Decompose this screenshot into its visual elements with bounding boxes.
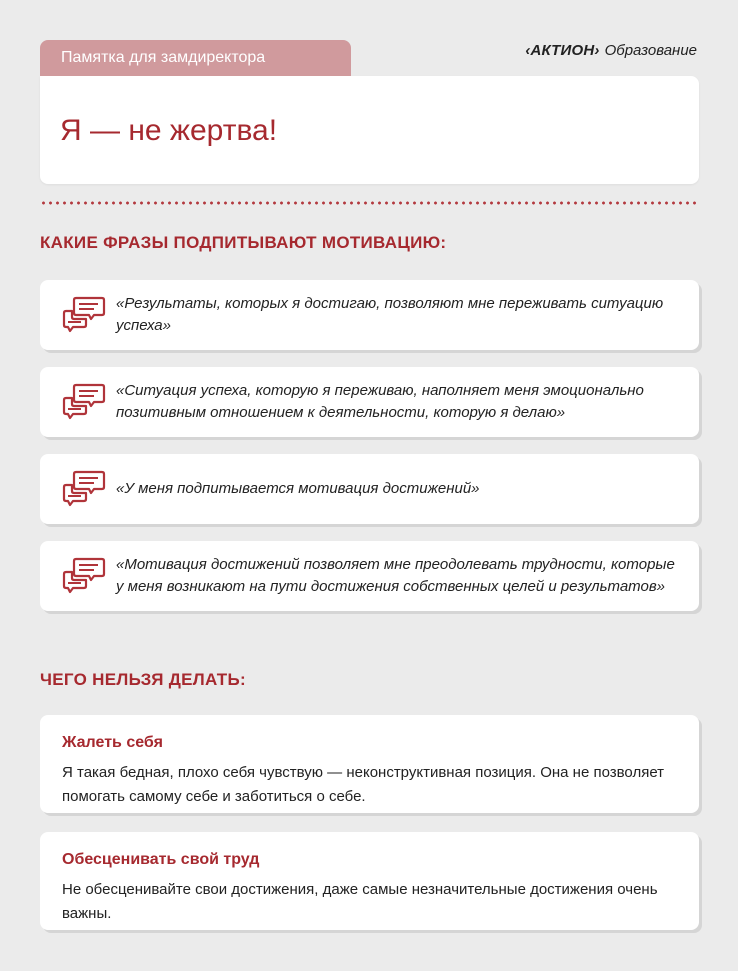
quote-text: «Мотивация достижений позволяет мне преодолевать трудности, которые у меня возникают на пути достижения собственных целей и результатов»	[116, 556, 675, 595]
chat-bubbles-icon	[62, 382, 106, 422]
donts-heading: ЧЕГО НЕЛЬЗЯ ДЕЛАТЬ:	[40, 670, 246, 689]
page-title: Я — не жертва!	[60, 114, 278, 147]
chat-bubbles-icon	[62, 556, 106, 596]
quote-card	[40, 454, 699, 524]
brand-logo	[525, 40, 697, 60]
title-card	[40, 76, 699, 184]
quote-card	[40, 367, 699, 437]
quote-text: «Ситуация успеха, которую я переживаю, наполняет меня эмоционально позитивным отношением к деятельности, которую я делаю»	[116, 382, 644, 421]
rule-text: Я такая бедная, плохо себя чувствую — неконструктивная позиция. Она не позволяет помогать самому себе и заботиться о себе.	[62, 764, 665, 805]
memo-tab-label: Памятка для замдиректора	[40, 40, 351, 76]
quote-card	[40, 541, 699, 611]
quote-card	[40, 280, 699, 350]
dotted-divider	[40, 201, 699, 205]
motivation-heading: КАКИЕ ФРАЗЫ ПОДПИТЫВАЮТ МОТИВАЦИЮ:	[40, 233, 447, 252]
brand-logo-sub: Образование	[604, 41, 697, 59]
chat-bubbles-icon	[62, 295, 106, 335]
rule-card	[40, 832, 699, 930]
quote-text: «У меня подпитывается мотивация достижений»	[116, 480, 480, 497]
brand-logo-mark: ‹АКТИОН›	[525, 41, 600, 59]
rule-text: Не обесценивайте свои достижения, даже самые незначительные достижения очень важны.	[62, 881, 658, 922]
rule-title: Обесценивать свой труд	[62, 851, 260, 868]
rule-title: Жалеть себя	[62, 734, 163, 751]
quote-text: «Результаты, которых я достигаю, позволяют мне переживать ситуацию успеха»	[116, 295, 664, 334]
rule-card	[40, 715, 699, 813]
chat-bubbles-icon	[62, 469, 106, 509]
